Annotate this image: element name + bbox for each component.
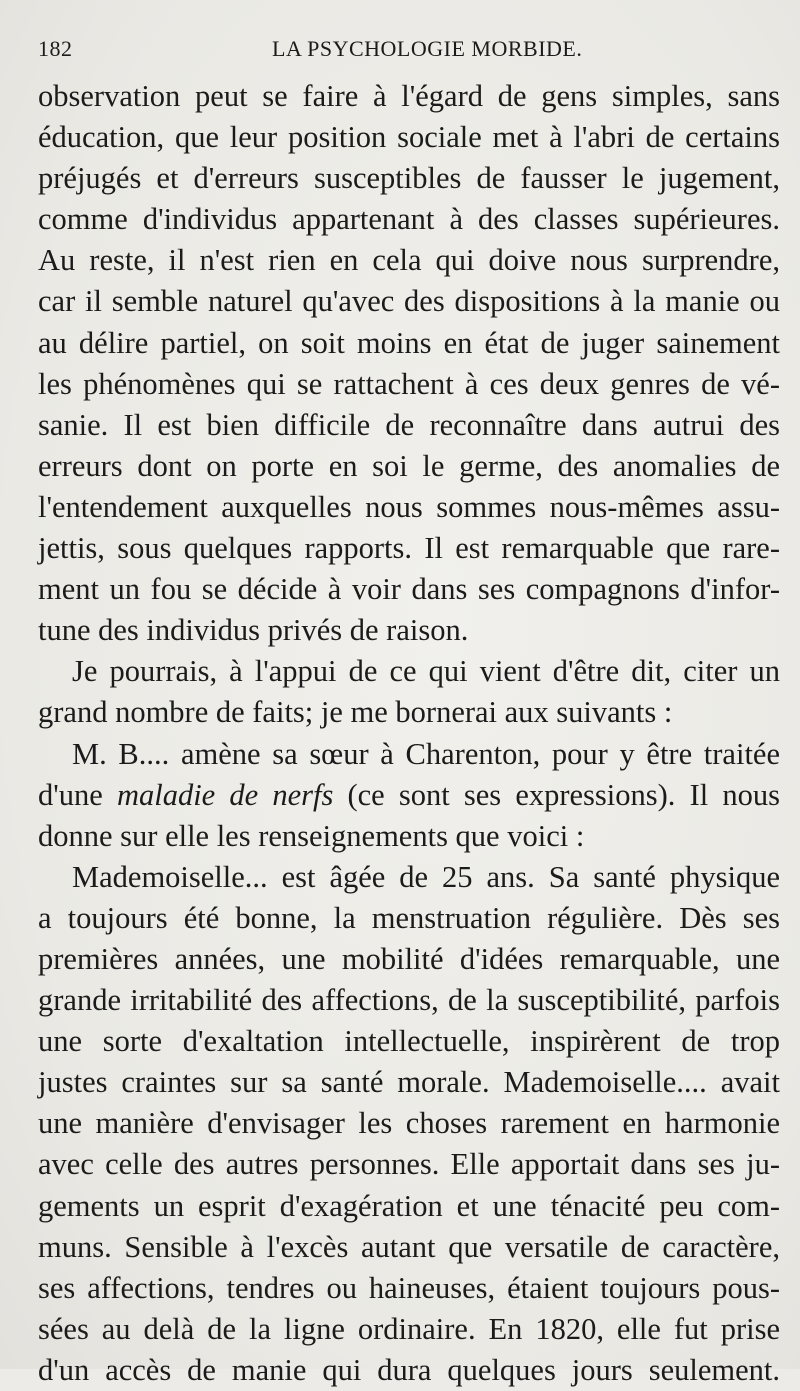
text-line: muns. Sensible à l'excès autant que versatile de caractère, xyxy=(38,1229,780,1264)
text-line: au délire partiel, on soit moins en état de juger sainement xyxy=(38,325,780,360)
page-number: 182 xyxy=(38,36,73,61)
text-line: grande irritabilité des affections, de la susceptibilité, parfois xyxy=(38,983,780,1018)
text-line: l'entendement auxquelles nous sommes nous-mêmes assu- xyxy=(38,489,780,524)
text-line: préjugés et d'erreurs susceptibles de fausser le jugement, xyxy=(38,161,780,196)
text-line: justes craintes sur sa santé morale. Mademoiselle.... avait xyxy=(38,1065,780,1100)
text-line: tune des individus privés de raison. xyxy=(38,613,469,648)
text-line: comme d'individus appartenant à des classes supérieures. xyxy=(38,202,780,237)
text-line: une sorte d'exaltation intellectuelle, inspirèrent de trop xyxy=(38,1024,780,1059)
text-line: Au reste, il n'est rien en cela qui doive nous surprendre, xyxy=(38,243,780,278)
text-line xyxy=(38,775,780,816)
text-line: sées au delà de la ligne ordinaire. En 1820, elle fut prise xyxy=(38,1311,780,1346)
text-line: M. B.... amène sa sœur à Charenton, pour y être traitée xyxy=(72,736,780,771)
text-line: sanie. Il est bien difficile de reconnaître dans autrui des xyxy=(38,407,780,442)
text-line: ment un fou se décide à voir dans ses compagnons d'infor- xyxy=(38,572,780,607)
italic-phrase: maladie de nerfs xyxy=(116,777,334,812)
text-line: a toujours été bonne, la menstruation régulière. Dès ses xyxy=(38,900,780,935)
text-line: Je pourrais, à l'appui de ce qui vient d'être dit, citer un xyxy=(72,654,780,689)
text-line: éducation, que leur position sociale met à l'abri de certains xyxy=(38,120,780,155)
text-fragment: d'une xyxy=(38,777,117,812)
text-line: avec celle des autres personnes. Elle apportait dans ses ju- xyxy=(38,1147,780,1182)
text-line: d'un accès de manie qui dura quelques jours seulement. xyxy=(38,1352,780,1387)
text-line: premières années, une mobilité d'idées remarquable, une xyxy=(38,941,780,976)
text-line: Mademoiselle... est âgée de 25 ans. Sa santé physique xyxy=(72,859,780,894)
running-title: LA PSYCHOLOGIE MORBIDE. xyxy=(272,36,583,61)
text-line: une manière d'envisager les choses rarement en harmonie xyxy=(38,1106,780,1141)
text-line: grand nombre de faits; je me bornerai aux suivants : xyxy=(38,695,673,730)
text-line: observation peut se faire à l'égard de gens simples, sans xyxy=(38,79,780,113)
text-line: erreurs dont on porte en soi le germe, des anomalies de xyxy=(38,448,780,483)
text-line: gements un esprit d'exagération et une ténacité peu com- xyxy=(38,1188,780,1223)
text-line: les phénomènes qui se rattachent à ces deux genres de vé- xyxy=(38,366,780,401)
text-fragment: (ce sont ses expressions). Il nous xyxy=(333,777,780,812)
text-line: car il semble naturel qu'avec des dispositions à la manie ou xyxy=(38,284,780,319)
text-line: ses affections, tendres ou haineuses, étaient toujours pous- xyxy=(38,1270,780,1305)
body-text xyxy=(38,76,780,1391)
page-header xyxy=(38,36,778,66)
text-line: jettis, sous quelques rapports. Il est remarquable que rare- xyxy=(38,531,780,566)
text-line: donne sur elle les renseignements que voici : xyxy=(38,818,585,853)
